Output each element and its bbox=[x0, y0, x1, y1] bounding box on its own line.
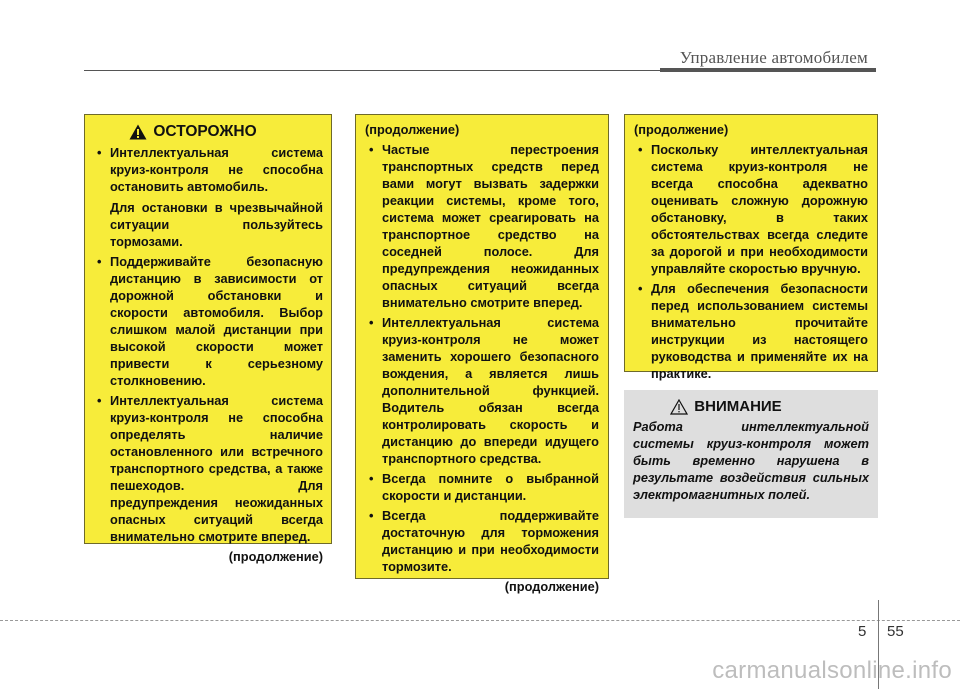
footer-divider bbox=[0, 620, 960, 621]
warning-list bbox=[93, 144, 323, 545]
list-item: • Поддерживайте безопасную дистанцию в зависимости от дорожной обстановки и скорости автомобиля. Выбор слишком малой дистанции при высокой скорости может привести к серьезному столкновению. bbox=[97, 254, 323, 388]
warning-heading bbox=[63, 123, 323, 140]
list-item: • Всегда поддерживайте достаточную для торможения дистанцию и при необходимости тормозите. bbox=[369, 508, 599, 574]
page-number: 55 bbox=[887, 623, 904, 640]
page-header-title: Управление автомобилем bbox=[679, 48, 868, 67]
chapter-number: 5 bbox=[858, 623, 867, 640]
notice-heading bbox=[583, 398, 869, 415]
warning-box bbox=[84, 114, 332, 564]
notice-text: Работа интеллектуальной системы круиз-контроля может быть временно нарушена в результате воздействия сильных электромагнитных полей. bbox=[633, 419, 869, 502]
header-rule-thick bbox=[660, 68, 876, 72]
warning-continuation-box bbox=[355, 114, 609, 594]
warning-list bbox=[365, 141, 599, 575]
warning-continuation-box-2 bbox=[624, 114, 878, 381]
list-item: • Интеллектуальная система круиз-контроля не может заменить хорошего безопасного вождения, а является лишь дополнительной функцией. Водитель обязан всегда контролировать скорость и дистанцию до впереди идущего транспортного средства. bbox=[369, 315, 599, 466]
list-item: • Всегда помните о выбранной скорости и дистанции. bbox=[369, 471, 599, 503]
warning-title: ОСТОРОЖНО bbox=[153, 123, 257, 140]
list-item: • Для обеспечения безопасности перед использованием системы внимательно прочитайте инструкции из настоящего руководства и применяйте их на практике. bbox=[638, 281, 868, 381]
warning-sub-paragraph: Для остановки в чрезвычайной ситуации пользуйтесь тормозами. bbox=[110, 200, 323, 249]
warning-triangle-filled-icon bbox=[129, 124, 147, 140]
continued-label: (продолжение) bbox=[504, 579, 599, 594]
warning-list bbox=[634, 141, 868, 382]
continued-label-top: (продолжение) bbox=[365, 122, 460, 137]
notice-box bbox=[624, 390, 878, 518]
list-item: • Интеллектуальная система круиз-контроля не способна остановить автомобиль. Для остановки в чрезвычайной ситуации пользуйтесь тормозами. bbox=[97, 145, 323, 249]
list-item: • Интеллектуальная система круиз-контроля не способна определять наличие остановленного или встречного транспортного средства, а также пешеходов. Для предупреждения неожиданных опасных ситуаций всегда внимательно смотрите вперед. bbox=[97, 393, 323, 544]
warning-triangle-outline-icon bbox=[670, 399, 688, 415]
continued-label-top: (продолжение) bbox=[634, 122, 729, 137]
continued-label: (продолжение) bbox=[228, 549, 323, 564]
watermark: carmanualsonline.info bbox=[712, 657, 952, 684]
list-item: • Поскольку интеллектуальная система круиз-контроля не всегда способна адекватно оценивать сложную дорожную обстановку, в таких обстоятельствах всегда следите за дорогой и при необходимости управляйте скоростью вручную. bbox=[638, 142, 868, 276]
list-item: • Частые перестроения транспортных средств перед вами могут вызвать задержки реакции системы, кроме того, система может среагировать на транспортное средство на соседней полосе. Для предупреждения неожиданных опасных ситуаций всегда внимательно смотрите вперед. bbox=[369, 142, 599, 310]
notice-title: ВНИМАНИЕ bbox=[694, 398, 782, 415]
